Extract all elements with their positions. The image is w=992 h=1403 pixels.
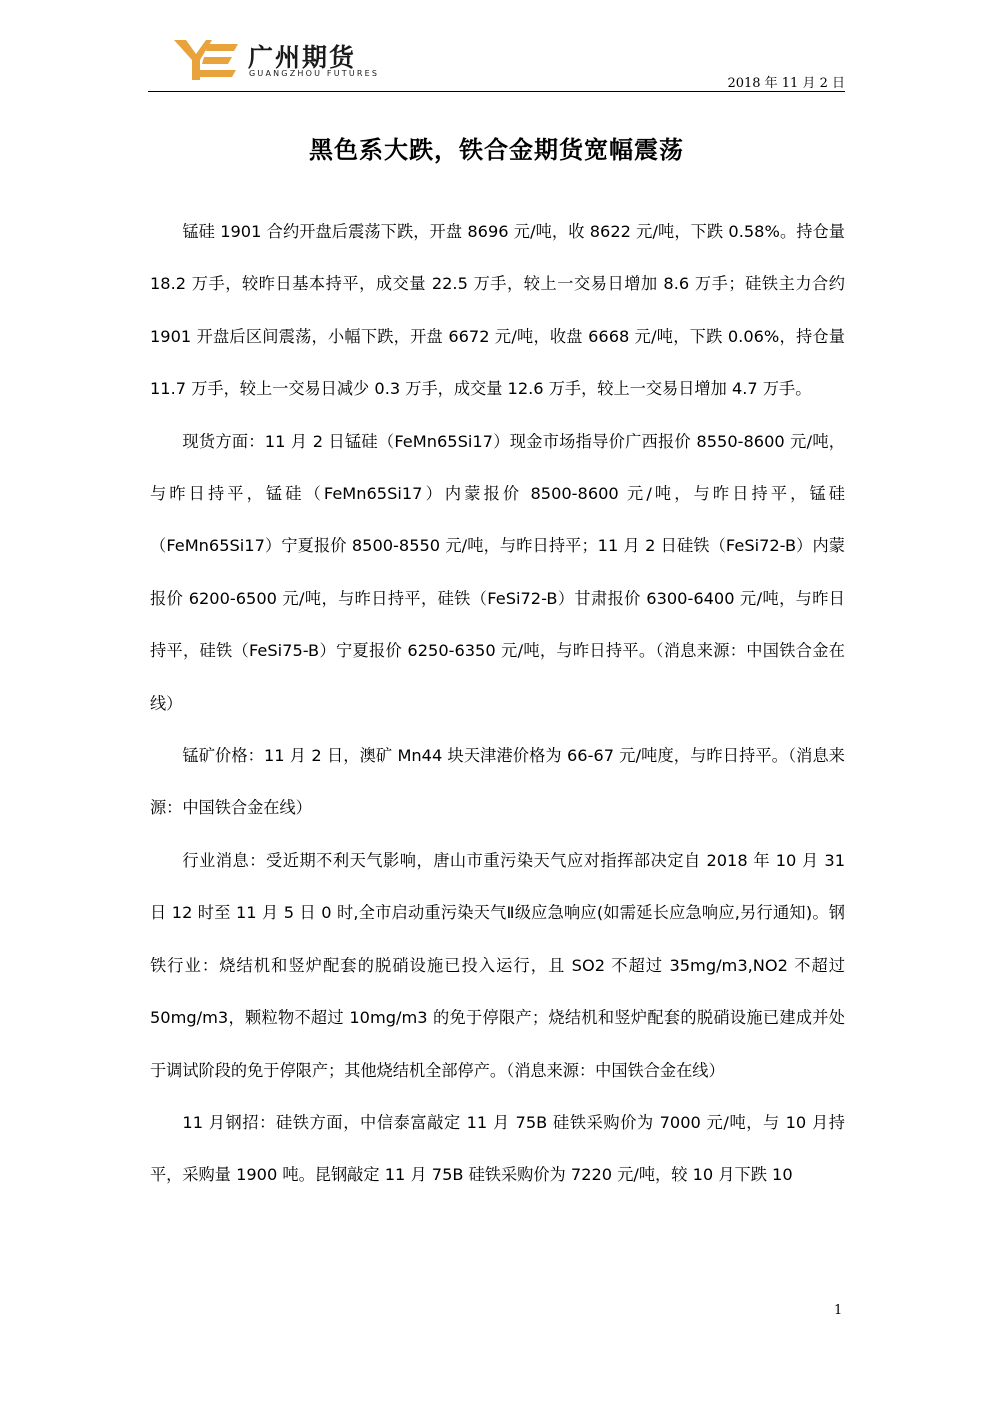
logo-chinese-text: 广州期货 bbox=[248, 43, 357, 72]
logo-mark-icon bbox=[174, 40, 240, 80]
paragraph-industry-news: 行业消息：受近期不利天气影响，唐山市重污染天气应对指挥部决定自 2018 年 10 月 31 日 12 时至 11 月 5 日 0 时,全市启动重污染天气Ⅱ级应急响应(如需延长应急响应,另行通知)。钢铁行业：烧结机和竖炉配套的脱硝设施已投入运行，且 SO2 不超过 35mg/m3,NO2 不超过 50mg/m3，颗粒物不超过 10mg/m3 的免于停限产；烧结机和竖炉配套的脱硝设施已建成并处于调试阶段的免于停限产；其他烧结机全部停产。（消息来源：中国铁合金在线） bbox=[150, 850, 845, 1080]
paragraph-market-summary: 锰硅 1901 合约开盘后震荡下跌，开盘 8696 元/吨，收 8622 元/吨，下跌 0.58%。持仓量 18.2 万手，较昨日基本持平，成交量 22.5 万手，较上一交易日增加 8.6 万手；硅铁主力合约 1901 开盘后区间震荡，小幅下跌，开盘 6672 元/吨，收盘 6668 元/吨，下跌 0.06%，持仓量 11.7 万手，较上一交易日减少 0.3 万手，成交量 12.6 万手，较上一交易日增加 4.7 万手。 bbox=[150, 222, 845, 399]
paragraph-manganese-ore: 锰矿价格：11 月 2 日，澳矿 Mn44 块天津港价格为 66-67 元/吨度，与昨日持平。（消息来源：中国铁合金在线） bbox=[150, 746, 845, 818]
paragraph-steel-tender: 11 月钢招：硅铁方面，中信泰富敲定 11 月 75B 硅铁采购价为 7000 元/吨，与 10 月持平，采购量 1900 吨。昆钢敲定 11 月 75B 硅铁采购价为 7220 元/吨，较 10 月下跌 10 bbox=[150, 1112, 845, 1185]
page-header bbox=[148, 38, 845, 94]
paragraph-spot-prices: 现货方面：11 月 2 日锰硅（FeMn65Si17）现金市场指导价广西报价 8550-8600 元/吨，与昨日持平，锰硅（FeMn65Si17）内蒙报价 8500-8600 元/吨，与昨日持平，锰硅（FeMn65Si17）宁夏报价 8500-8550 元/吨，与昨日持平；11 月 2 日硅铁（FeSi72-B）内蒙报价 6200-6500 元/吨，与昨日持平，硅铁（FeSi72-B）甘肃报价 6300-6400 元/吨，与昨日持平，硅铁（FeSi75-B）宁夏报价 6250-6350 元/吨，与昨日持平。（消息来源：中国铁合金在线） bbox=[150, 431, 845, 713]
report-date: 2018 年 11 月 2 日 bbox=[727, 76, 845, 91]
header-divider bbox=[148, 91, 845, 92]
logo-english-text: GUANGZHOU FUTURES bbox=[249, 69, 380, 78]
document-title: 黑色系大跌，铁合金期货宽幅震荡 bbox=[309, 135, 684, 164]
document-body bbox=[150, 206, 845, 1202]
page-number: 1 bbox=[834, 1303, 843, 1318]
company-logo bbox=[174, 38, 404, 84]
